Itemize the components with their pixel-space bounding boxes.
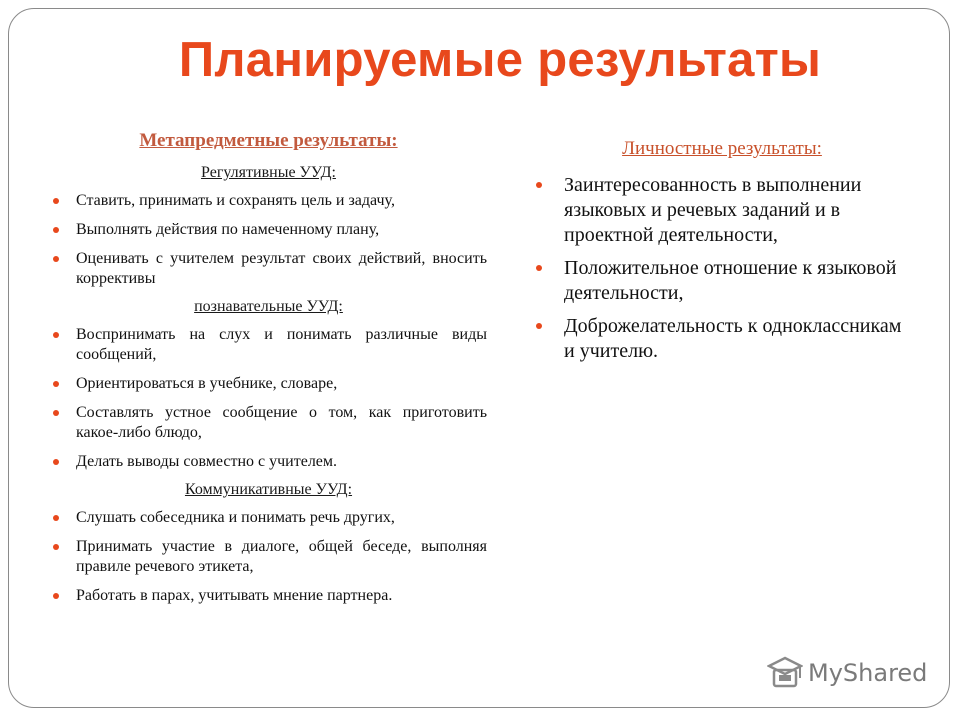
cognitive-subheading: познавательные УУД: [194,298,343,315]
list-item: Заинтересованность в выполнении языковых и речевых заданий и в проектной деятельности, [532,173,912,248]
communicative-list [50,508,487,606]
list-item: Положительное отношение к языковой деятельности, [532,256,912,306]
metasubject-column [50,130,487,606]
list-item: Ориентироваться в учебнике, словаре, [50,374,487,394]
list-item: Делать выводы совместно с учителем. [50,452,487,472]
regulatory-list [50,191,487,289]
watermark-text: MyShared [808,659,928,687]
list-item: Составлять устное сообщение о том, как приготовить какое-либо блюдо, [50,403,487,443]
myshared-watermark [767,656,927,690]
personal-column [532,138,912,364]
slide-title-text: Планируемые результаты [178,33,822,87]
communicative-subheading: Коммуникативные УУД: [184,481,353,498]
personal-list [532,173,912,364]
list-item: Доброжелательность к одноклассникам и учителю. [532,314,912,364]
list-item: Выполнять действия по намеченному плану, [50,220,487,240]
list-item: Ставить, принимать и сохранять цель и задачу, [50,191,487,211]
metasubject-heading: Метапредметные результаты: [139,130,398,151]
slide-title [0,32,960,88]
cognitive-list [50,325,487,472]
list-item: Принимать участие в диалоге, общей беседе, выполняя правиле речевого этикета, [50,537,487,577]
list-item: Слушать собеседника и понимать речь других, [50,508,487,528]
mortarboard-icon [767,656,803,690]
list-item: Воспринимать на слух и понимать различные виды сообщений, [50,325,487,365]
personal-heading: Личностные результаты: [622,138,822,159]
list-item: Работать в парах, учитывать мнение партнера. [50,586,487,606]
list-item: Оценивать с учителем результат своих действий, вносить коррективы [50,249,487,289]
regulatory-subheading: Регулятивные УУД: [201,164,336,181]
